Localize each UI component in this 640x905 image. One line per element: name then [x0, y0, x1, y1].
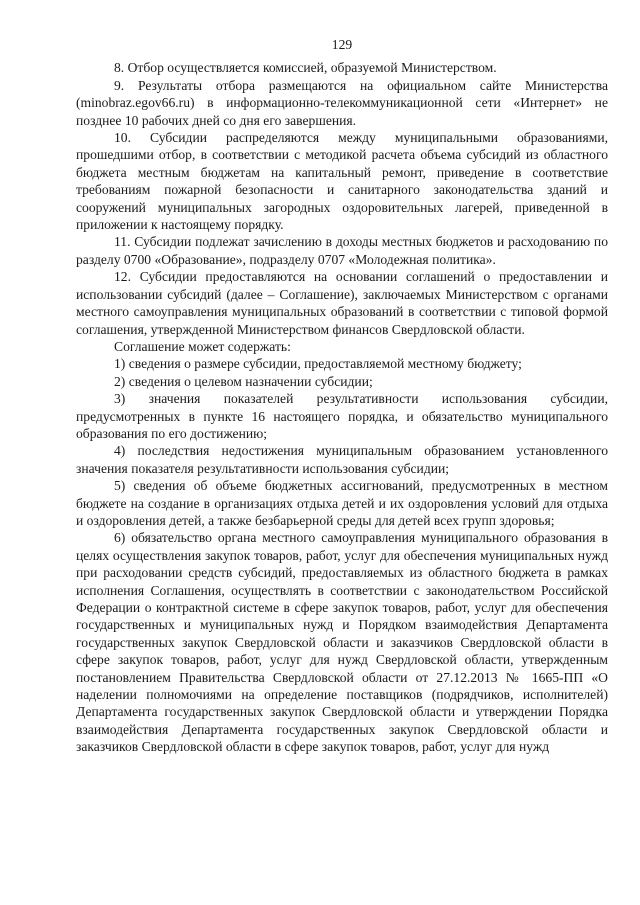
agreement-item-2: 2) сведения о целевом назначении субсидии; — [114, 373, 373, 389]
agreement-item-5: 5) сведения об объеме бюджетных ассигнований, предусмотренных в местном бюджете на создание в организациях отдыха детей и их оздоровления условий для отдыха и оздоровления детей, а также безбарьерной среды для детей всех групп здоровья; — [76, 478, 608, 528]
agreement-contents-intro: Соглашение может содержать: — [114, 338, 291, 354]
paragraph-8-selection-commission: 8. Отбор осуществляется комиссией, образуемой Министерством. — [114, 60, 497, 76]
agreement-item-4: 4) последствия недостижения муниципальным образованием установленного значения показателя результативности использования субсидии; — [76, 443, 608, 476]
paragraph-10-subsidy-distribution: 10. Субсидии распределяются между муниципальными образованиями, прошедшими отбор, в соответствии с методикой расчета объема субсидий из областного бюджета местным бюджетам на капитальный ремонт, приведение в соответствие требованиям пожарной безопасности и санитарного законодательства зданий и сооружений муниципальных загородных оздоровительных лагерей, приведенной в приложении к настоящему порядку. — [76, 130, 608, 233]
paragraph-12-agreements: 12. Субсидии предоставляются на основании соглашений о предоставлении и использовании субсидий (далее – Соглашение), заключаемых Министерством с органами местного самоуправления муниципальных образований в соответствии с типовой формой соглашения, утвержденной Министерством финансов Свердловской области. — [76, 269, 608, 337]
agreement-item-1: 1) сведения о размере субсидии, предоставляемой местному бюджету; — [114, 356, 522, 372]
agreement-item-3: 3) значения показателей результативности использования субсидии, предусмотренных в пункте 16 настоящего порядка, и обязательство муниципального образования по его достижению; — [76, 391, 608, 441]
agreement-item-6: 6) обязательство органа местного самоуправления муниципального образования в целях осуществления закупок товаров, работ, услуг для обеспечения муниципальных нужд при расходовании средств субсидий, предоставляемых из областного бюджета в рамках исполнения Соглашения, осуществлять в соответствии с законодательством Российской Федерации о контрактной системе в сфере закупок товаров, работ, услуг для обеспечения государственных и муниципальных нужд и Порядком взаимодействия Департамента государственных закупок Свердловской области и заказчиков Свердловской области в сфере закупок товаров, работ, услуг для нужд Свердловской области, утвержденным постановлением Правительства Свердловской области от 27.12.2013 № 1665-ПП «О наделении полномочиями на определение поставщиков (подрядчиков, исполнителей) Департамента государственных закупок Свердловской области и утверждении Порядка взаимодействия Департамента государственных закупок Свердловской области и заказчиков Свердловской области в сфере закупок товаров, работ, услуг для нужд — [76, 530, 608, 755]
paragraph-9-results-publication: 9. Результаты отбора размещаются на официальном сайте Министерства (minobraz.egov66.ru) в информационно-телекоммуникационной сети «Интернет» не позднее 10 рабочих дней со дня его завершения. — [76, 77, 608, 128]
paragraph-11-subsidy-crediting: 11. Субсидии подлежат зачислению в доходы местных бюджетов и расходованию по разделу 0700 «Образование», подразделу 0707 «Молодежная политика». — [76, 234, 608, 267]
document-page — [76, 36, 608, 756]
page-number: 129 — [331, 37, 353, 52]
